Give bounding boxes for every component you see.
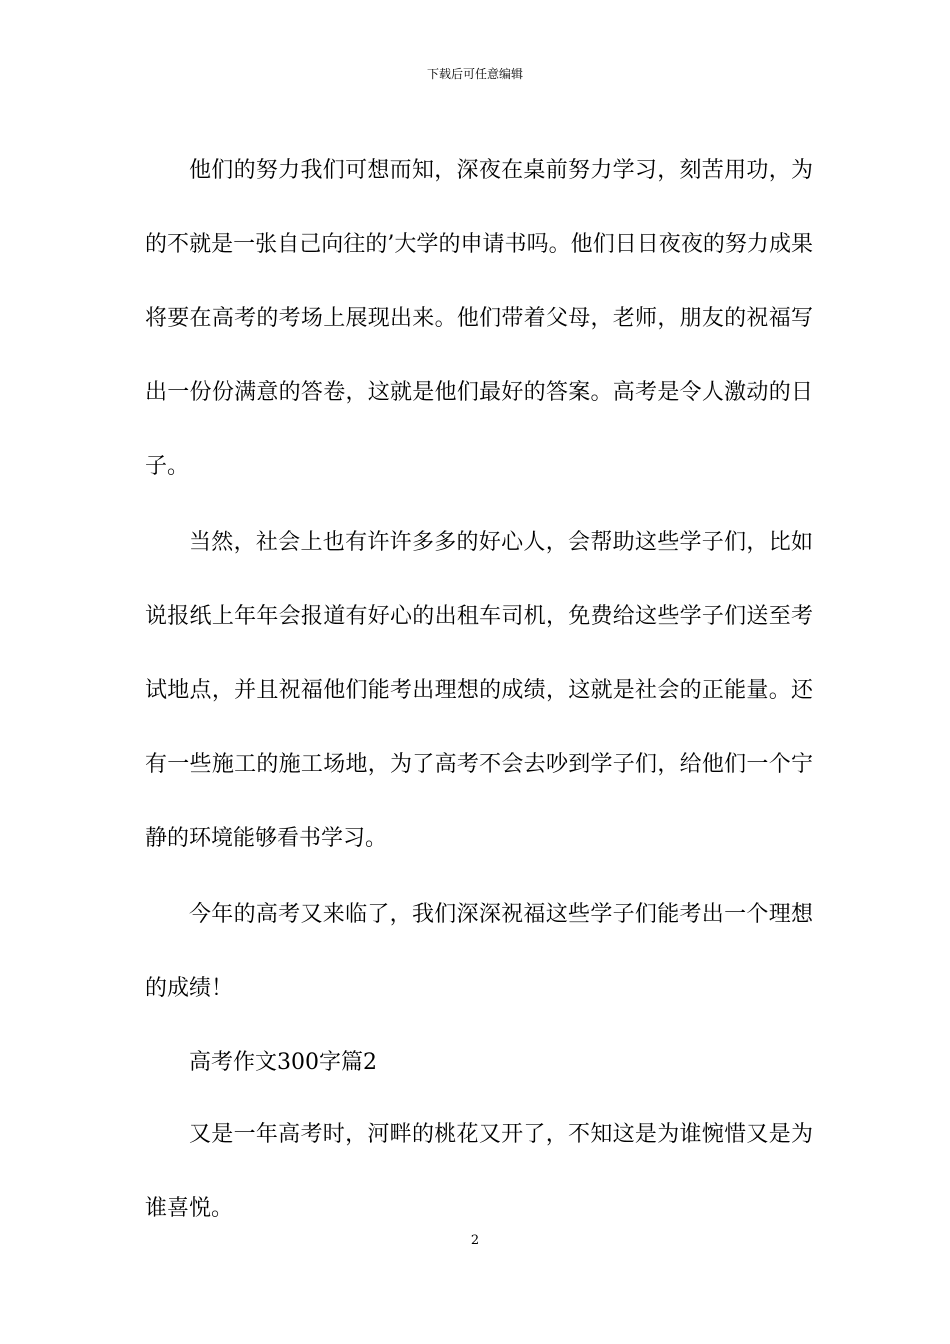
section-heading: 高考作文300字篇2: [189, 1050, 377, 1075]
page-number: 2: [470, 1233, 480, 1248]
document-body: [145, 134, 813, 1248]
page-header: 下载后可任意编辑: [426, 67, 523, 81]
paragraph-3: 今年的高考又来临了，我们深深祝福这些学子们能考出一个理想的成绩！: [145, 902, 813, 1001]
paragraph-2: 当然，社会上也有许许多多的好心人，会帮助这些学子们，比如说报纸上年年会报道有好心的出租车司机，免费给这些学子们送至考试地点，并且祝福他们能考出理想的成绩，这就是社会的正能量。还有一些施工的施工场地，为了高考不会去吵到学子们，给他们一个宁静的环境能够看书学习。: [145, 530, 813, 851]
paragraph-1: 他们的努力我们可想而知，深夜在桌前努力学习，刻苦用功，为的不就是一张自己向往的’大学的申请书吗。他们日日夜夜的努力成果将要在高考的考场上展现出来。他们带着父母，老师，朋友的祝福写出一份份满意的答卷，这就是他们最好的答案。高考是令人激动的日子。: [145, 158, 813, 479]
paragraph-4: 又是一年高考时，河畔的桃花又开了，不知这是为谁惋惜又是为谁喜悦。: [145, 1122, 813, 1221]
